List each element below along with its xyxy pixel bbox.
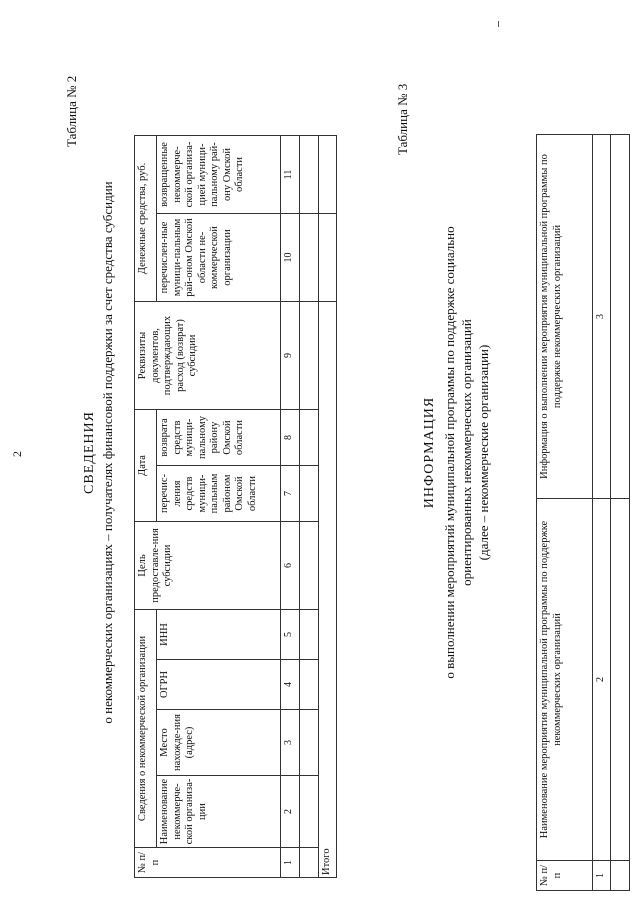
table-cell bbox=[300, 848, 319, 878]
column-number: 5 bbox=[281, 610, 300, 660]
column-numbers-row bbox=[281, 135, 300, 877]
header-org-name: Наименование некоммерче-ской организа-ции bbox=[157, 776, 281, 848]
total-row bbox=[319, 135, 337, 877]
column-number: 7 bbox=[281, 466, 300, 522]
column-numbers-row bbox=[593, 135, 611, 891]
table-cell bbox=[610, 861, 629, 891]
table3-title: ИНФОРМАЦИЯ bbox=[422, 396, 437, 509]
activities-table bbox=[536, 134, 630, 891]
header-info: Информация о выполнении мероприятия муниципальной программы по поддержке некоммерческих организаций bbox=[537, 135, 593, 499]
header-num: № п/п bbox=[135, 848, 281, 878]
table3-subtitle-line: о выполнении мероприятий муниципальной программы по поддержке социально bbox=[442, 226, 457, 679]
table3-subtitle-line: (далее – некоммерческие организации) bbox=[476, 344, 491, 561]
column-number: 2 bbox=[593, 499, 611, 861]
header-date: Дата bbox=[135, 410, 157, 522]
table2-title: СВЕДЕНИЯ bbox=[82, 411, 97, 494]
table-cell bbox=[300, 776, 319, 848]
table-row bbox=[300, 135, 319, 877]
header-purpose: Цель предоставле-ния субсидии bbox=[135, 522, 281, 610]
column-number: 9 bbox=[281, 302, 300, 410]
header-org-info: Сведения о некоммерческой организации bbox=[135, 610, 157, 848]
table-cell bbox=[300, 214, 319, 302]
column-number: 8 bbox=[281, 410, 300, 466]
table-cell bbox=[319, 135, 337, 213]
column-number: 3 bbox=[593, 135, 611, 499]
header-inn: ИНН bbox=[157, 610, 281, 660]
header-activity: Наименование мероприятия муниципальной программы по поддержке некоммерческих организаций bbox=[537, 499, 593, 861]
column-number: 4 bbox=[281, 660, 300, 710]
table-cell bbox=[610, 135, 629, 499]
table3-label: Таблица № 3 bbox=[395, 83, 410, 155]
table-row bbox=[610, 135, 629, 891]
column-number: 1 bbox=[593, 861, 611, 891]
table-cell bbox=[319, 214, 337, 302]
table-cell bbox=[300, 410, 319, 466]
table-cell bbox=[300, 522, 319, 610]
scan-mark bbox=[498, 21, 499, 27]
table2-label: Таблица № 2 bbox=[64, 75, 79, 147]
header-num: № п/п bbox=[537, 861, 593, 891]
header-money: Денежные средства, руб. bbox=[135, 135, 157, 301]
column-number: 11 bbox=[281, 135, 300, 213]
table-cell bbox=[300, 302, 319, 410]
table-cell bbox=[300, 710, 319, 776]
column-number: 3 bbox=[281, 710, 300, 776]
column-number: 6 bbox=[281, 522, 300, 610]
table-cell bbox=[300, 135, 319, 213]
header-requisites: Реквизиты документов, подтверждающих расход (возврат) субсидии bbox=[135, 302, 281, 410]
recipients-table bbox=[134, 135, 337, 878]
column-number: 2 bbox=[281, 776, 300, 848]
header-money-returned: возвращенные некоммерче-ской организа-цией муници-пальному рай-ону Омской области bbox=[157, 135, 281, 213]
table2-subtitle: о некоммерческих организациях – получателях финансовой поддержки за счет средства субсидии bbox=[100, 181, 115, 724]
table-cell bbox=[300, 466, 319, 522]
header-date-transfer: перечис-ления средств муници-пальным районом Омской области bbox=[157, 466, 281, 522]
page-number: 2 bbox=[10, 451, 24, 457]
header-ogrn: ОГРН bbox=[157, 660, 281, 710]
header-money-transferred: перечислен-ные муници-пальным рай-оном Омской области не-коммерческой организации bbox=[157, 214, 281, 302]
table-cell bbox=[300, 610, 319, 660]
table-cell bbox=[300, 660, 319, 710]
total-label: Итого bbox=[319, 302, 337, 878]
table3-subtitle-line: ориентированных некоммерческих организаций bbox=[459, 319, 474, 586]
column-number: 10 bbox=[281, 214, 300, 302]
header-date-return: возврата средств муници-пальному району Омской области bbox=[157, 410, 281, 466]
column-number: 1 bbox=[281, 848, 300, 878]
table-cell bbox=[610, 499, 629, 861]
header-location: Место нахожде-ния (адрес) bbox=[157, 710, 281, 776]
